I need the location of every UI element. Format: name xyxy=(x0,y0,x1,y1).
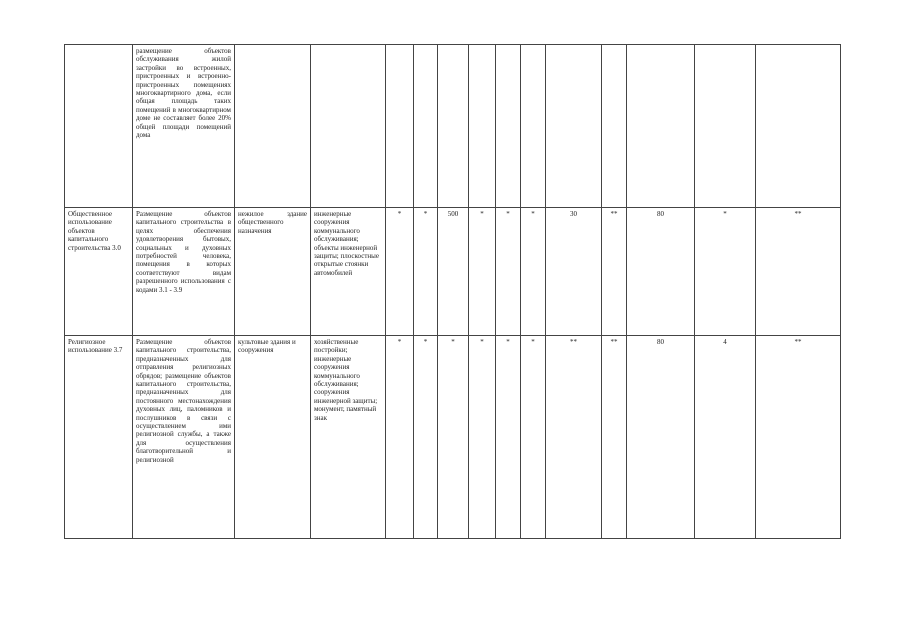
table-row xyxy=(65,336,841,539)
use-description-cell: размещение объектов обслуживания жилой застройки во встроенных, пристроенных и встроенно-пристроенных помещениях многоквартирного дома, если общая площадь таких помещений в многоквартирном доме не составляет более 20% общей площади помещений дома xyxy=(133,45,235,208)
param-cell: * xyxy=(496,336,521,539)
param-cell: * xyxy=(496,208,521,336)
use-name-cell: Общественное использование объектов капитального строительства 3.0 xyxy=(65,208,133,336)
param-cell xyxy=(756,45,841,208)
table-row xyxy=(65,45,841,208)
param-cell xyxy=(414,45,438,208)
use-name-cell xyxy=(65,45,133,208)
param-cell xyxy=(386,45,414,208)
param-cell: * xyxy=(521,208,546,336)
param-cell: ** xyxy=(602,208,627,336)
param-cell: 500 xyxy=(438,208,469,336)
land-use-table xyxy=(64,44,841,539)
param-cell: * xyxy=(521,336,546,539)
main-use-cell: нежилое здание общественного назначения xyxy=(235,208,311,336)
param-cell: * xyxy=(386,336,414,539)
use-description-cell: Размещение объектов капитального строительства в целях обеспечения удовлетворения бытовых, социальных и духовных потребностей человека, помещения в которых соответствуют видам разрешенного использования с кодами 3.1 - 3.9 xyxy=(133,208,235,336)
param-cell: ** xyxy=(602,336,627,539)
param-cell xyxy=(602,45,627,208)
param-cell: 80 xyxy=(627,336,695,539)
auxiliary-use-cell: инженерные сооружения коммунального обслуживания; объекты инженерной защиты; плоскостные открытые стоянки автомобилей xyxy=(311,208,386,336)
param-cell: * xyxy=(469,336,496,539)
param-cell: ** xyxy=(546,336,602,539)
param-cell: * xyxy=(695,208,756,336)
param-cell: 4 xyxy=(695,336,756,539)
param-cell xyxy=(469,45,496,208)
param-cell: ** xyxy=(756,336,841,539)
main-use-cell xyxy=(235,45,311,208)
param-cell: ** xyxy=(756,208,841,336)
param-cell: * xyxy=(414,336,438,539)
use-description-cell: Размещение объектов капитального строительства, предназначенных для отправления религиозных обрядов; размещение объектов капитального строительства, предназначенных для постоянного местонахождения духовных лиц, паломников и послушников в связи с осуществлением ими религиозной службы, а также для осуществления благотворительной и религиозной xyxy=(133,336,235,539)
param-cell: * xyxy=(469,208,496,336)
main-use-cell: культовые здания и сооружения xyxy=(235,336,311,539)
param-cell xyxy=(695,45,756,208)
auxiliary-use-cell: хозяйственные постройки; инженерные сооружения коммунального обслуживания; сооружения инженерной защиты; монумент, памятный знак xyxy=(311,336,386,539)
param-cell xyxy=(627,45,695,208)
auxiliary-use-cell xyxy=(311,45,386,208)
param-cell: * xyxy=(386,208,414,336)
param-cell xyxy=(521,45,546,208)
param-cell xyxy=(496,45,521,208)
param-cell: * xyxy=(438,336,469,539)
table-row xyxy=(65,208,841,336)
use-name-cell: Религиозное использование 3.7 xyxy=(65,336,133,539)
param-cell xyxy=(546,45,602,208)
param-cell: 30 xyxy=(546,208,602,336)
param-cell: * xyxy=(414,208,438,336)
param-cell: 80 xyxy=(627,208,695,336)
param-cell xyxy=(438,45,469,208)
